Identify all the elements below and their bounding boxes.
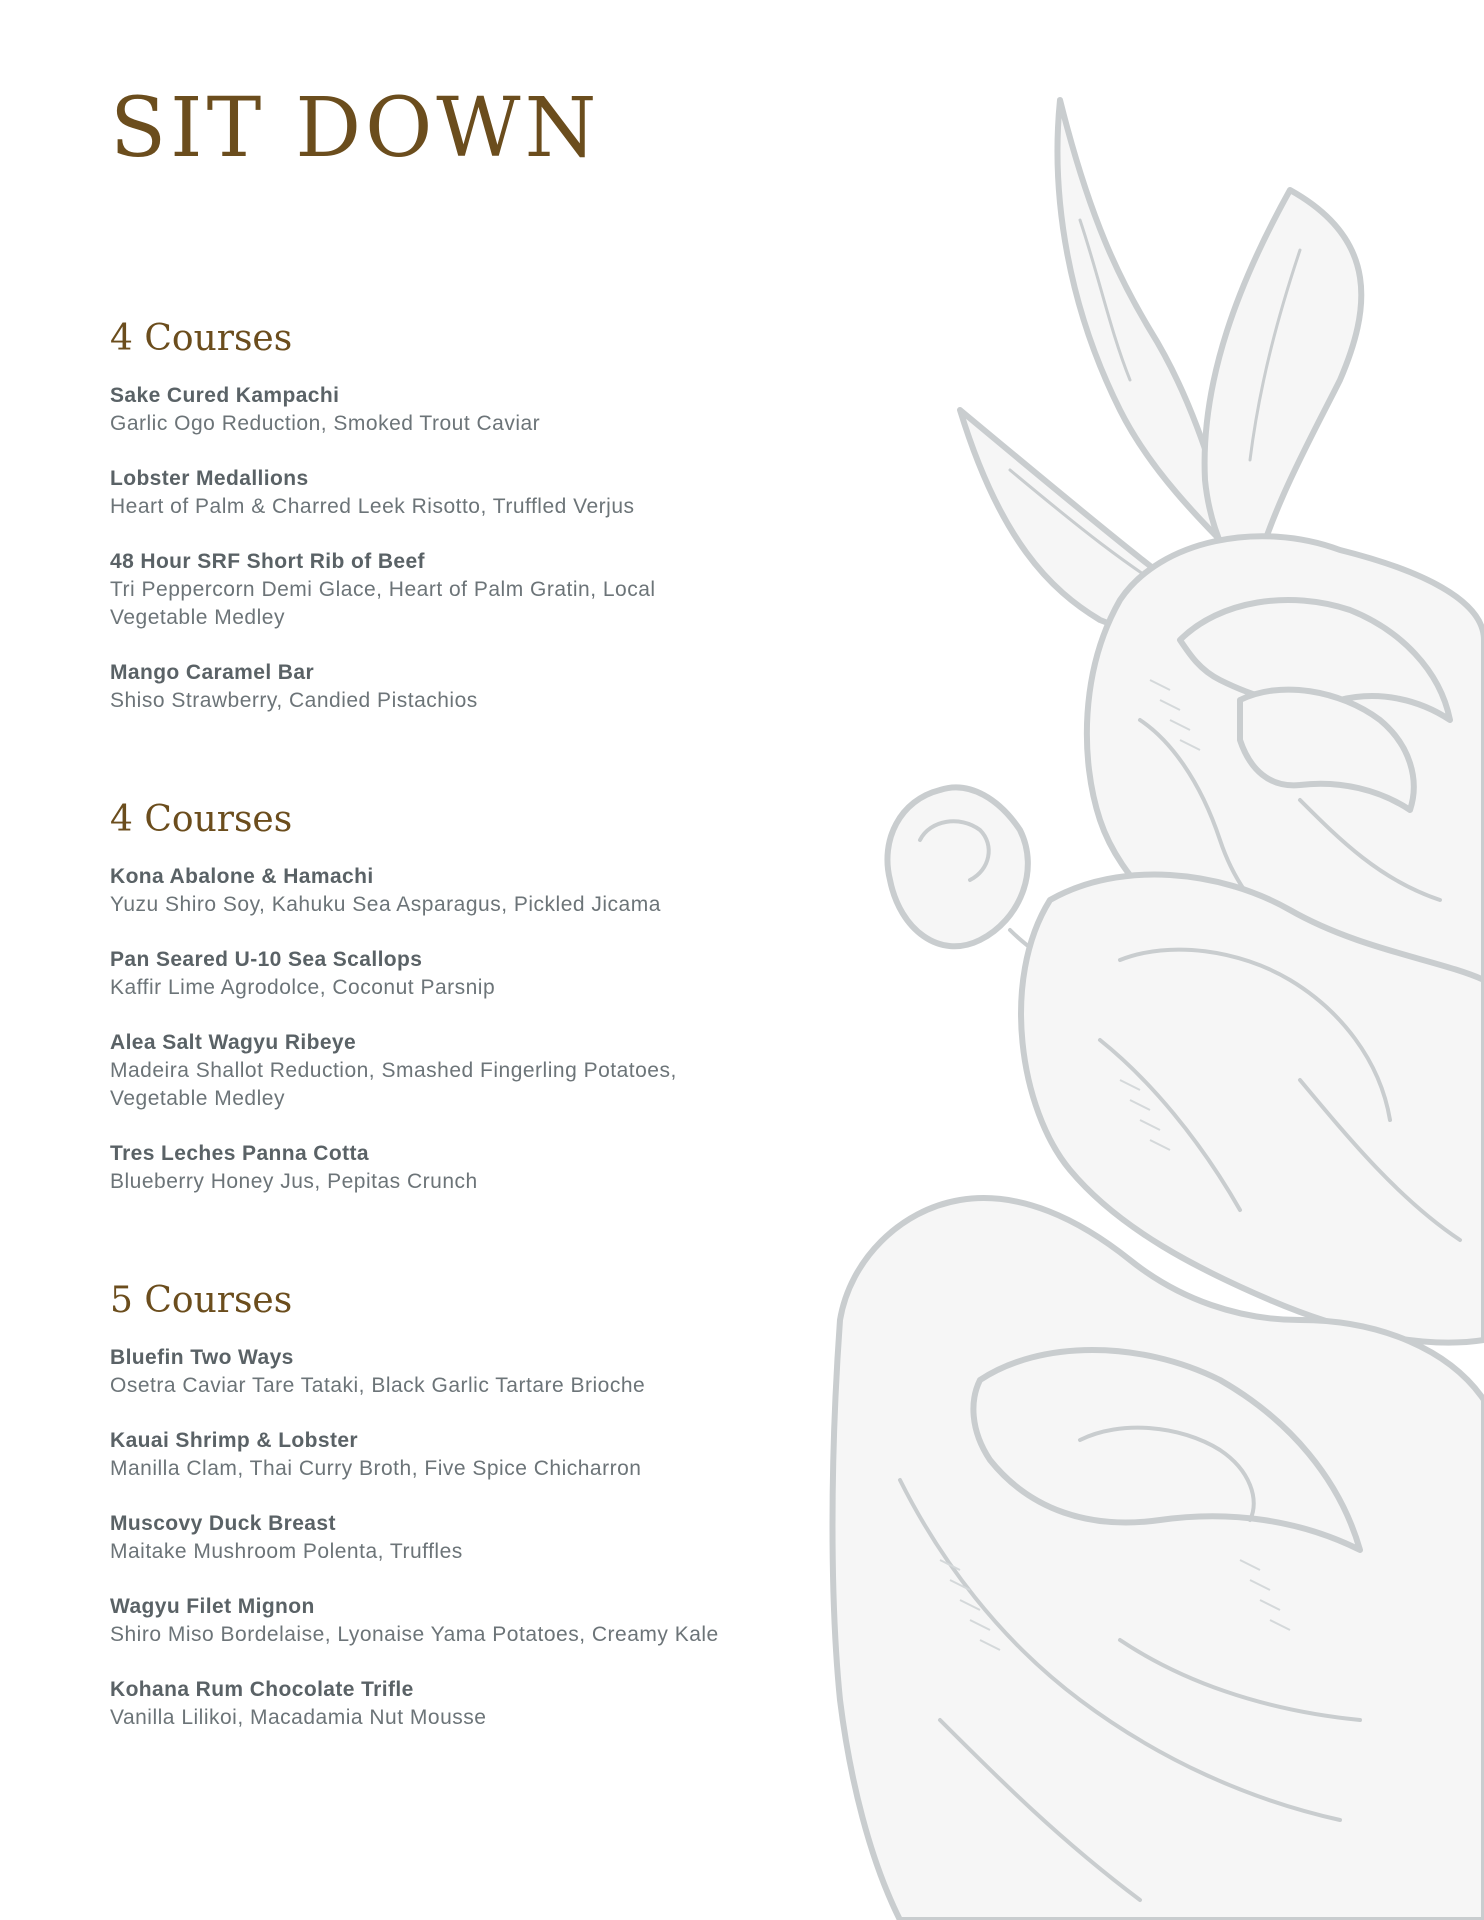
dish-item	[110, 1427, 730, 1483]
dish-description: Shiso Strawberry, Candied Pistachios	[110, 689, 478, 712]
dish-description: Maitake Mushroom Polenta, Truffles	[110, 1540, 463, 1563]
dish-description: Heart of Palm & Charred Leek Risotto, Truffled Verjus	[110, 495, 635, 518]
section-title: 4 Courses	[110, 799, 293, 840]
dish-description: Garlic Ogo Reduction, Smoked Trout Caviar	[110, 412, 541, 435]
dish-item	[110, 659, 730, 715]
dish-item	[110, 548, 730, 632]
dish-item	[110, 1344, 730, 1400]
dish-name: Tres Leches Panna Cotta	[110, 1142, 369, 1165]
course-section-1	[110, 316, 730, 715]
dish-description: Manilla Clam, Thai Curry Broth, Five Spice Chicharron	[110, 1457, 642, 1480]
peony-floral-illustration-icon	[820, 80, 1484, 1920]
dish-item	[110, 946, 730, 1002]
dish-name: Alea Salt Wagyu Ribeye	[110, 1031, 357, 1054]
dish-item	[110, 1676, 730, 1732]
dish-name: Wagyu Filet Mignon	[110, 1595, 315, 1618]
dish-item	[110, 863, 730, 919]
dish-item	[110, 1029, 730, 1113]
dish-description: Vanilla Lilikoi, Macadamia Nut Mousse	[110, 1706, 487, 1729]
dish-description: Tri Peppercorn Demi Glace, Heart of Palm Gratin, Local Vegetable Medley	[110, 578, 656, 629]
dish-name: Lobster Medallions	[110, 467, 309, 490]
dish-description: Madeira Shallot Reduction, Smashed Fingerling Potatoes, Vegetable Medley	[110, 1059, 677, 1110]
dish-name: 48 Hour SRF Short Rib of Beef	[110, 550, 425, 573]
dish-description: Shiro Miso Bordelaise, Lyonaise Yama Potatoes, Creamy Kale	[110, 1623, 719, 1646]
dish-item	[110, 1140, 730, 1196]
menu-title: SIT DOWN	[110, 81, 601, 176]
dish-description: Yuzu Shiro Soy, Kahuku Sea Asparagus, Pickled Jicama	[110, 893, 661, 916]
dish-description: Blueberry Honey Jus, Pepitas Crunch	[110, 1170, 478, 1193]
dish-name: Pan Seared U-10 Sea Scallops	[110, 948, 423, 971]
dish-item	[110, 382, 730, 438]
section-title: 4 Courses	[110, 318, 293, 359]
dish-name: Kauai Shrimp & Lobster	[110, 1429, 359, 1452]
course-section-3	[110, 1278, 730, 1732]
course-section-2	[110, 797, 730, 1196]
menu-list	[110, 316, 730, 1732]
dish-item	[110, 1593, 730, 1649]
dish-name: Kohana Rum Chocolate Trifle	[110, 1678, 414, 1701]
dish-item	[110, 1510, 730, 1566]
dish-name: Muscovy Duck Breast	[110, 1512, 336, 1535]
dish-name: Bluefin Two Ways	[110, 1346, 294, 1369]
section-title: 5 Courses	[110, 1280, 293, 1321]
dish-name: Sake Cured Kampachi	[110, 384, 340, 407]
dish-name: Kona Abalone & Hamachi	[110, 865, 374, 888]
dish-item	[110, 465, 730, 521]
dish-description: Kaffir Lime Agrodolce, Coconut Parsnip	[110, 976, 496, 999]
dish-name: Mango Caramel Bar	[110, 661, 315, 684]
dish-description: Osetra Caviar Tare Tataki, Black Garlic Tartare Brioche	[110, 1374, 646, 1397]
